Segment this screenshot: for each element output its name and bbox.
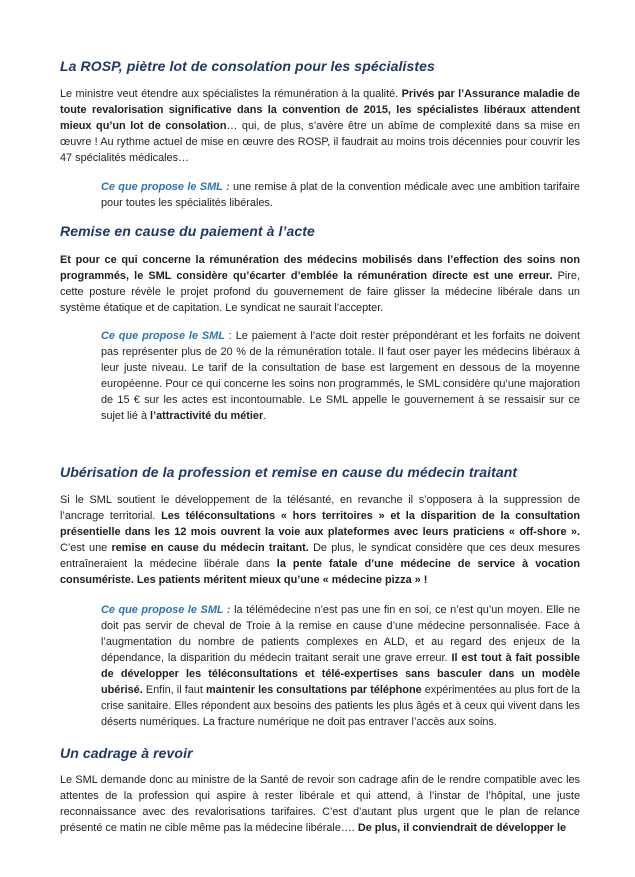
bold-text: l’attractivité du métier (150, 410, 264, 422)
proposal-rosp (101, 179, 580, 211)
text: Enfin, il faut (145, 684, 203, 696)
bold-text: maintenir les consultations par téléphone (205, 684, 422, 696)
text: Le ministre veut étendre aux spécialistes la rémunération à la qualité. (60, 88, 399, 100)
section-title-rosp: La ROSP, piètre lot de consolation pour les spécialistes (60, 58, 435, 74)
text: C’est une (60, 542, 108, 554)
section-title-uberisation: Ubérisation de la profession et remise en cause du médecin traitant (60, 464, 518, 480)
bold-text: Il est tout à fait possible de développer les téléconsultations et télé-expertises sans basculer dans un modèle ubérisé. (101, 652, 580, 696)
bold-text: De plus, il conviendrait de développer le (357, 822, 567, 834)
proposal-lead: Ce que propose le SML (101, 330, 225, 342)
bold-text: Privés par l’Assurance maladie de toute revalorisation significative dans la convention de 2015, les spécialistes libéraux attendent mieux qu’un lot de consolation (60, 88, 580, 132)
bold-text: Et pour ce qui concerne la rémunération des médecins mobilisés dans l’effection des soins non programmés, le SML considère qu’écarter d’emblée la rémunération directe est une erreur. (60, 254, 580, 282)
text: Pire, cette posture révèle le projet profond du gouvernement de faire glisser la médecine libérale dans un système étatique et de capitation. Le syndicat ne saurait l’accepter. (60, 270, 580, 314)
bold-text: remise en cause du médecin traitant. (111, 542, 309, 554)
text: De plus, le syndicat considère que ces deux mesures entraîneraient la médecine libérale dans (60, 542, 581, 570)
paragraph-rosp (60, 86, 580, 166)
text: expérimentées au plus fort de la crise sanitaire. Elles répondent aux besoins des patients les plus âgés et à ceux qui vivent dans les déserts numériques. La fracture numérique ne doit pas entraver l’accès aux soins. (101, 684, 581, 728)
proposal-uberisation (101, 602, 580, 730)
paragraph-paiement (60, 252, 580, 316)
text: Le SML demande donc au ministre de la Santé de revoir son cadrage afin de le rendre compatible avec les attentes de la profession qui aspire à rester libérale et qui attend, à l’instar de l’hôpital, une juste reconnaissance avec des revalorisations tarifaires. C’est d’autant plus urgent que le plan de relance présenté ce matin ne cible même pas la médecine libérale…. (60, 774, 580, 834)
text: la télémédecine n’est pas une fin en soi, ce n’est qu’un moyen. Elle ne doit pas servir de cheval de Troie à la remise en cause d’une médecine personnalisée. Face à l’augmentation du nombre de patients complexes en ALD, et au regard des enjeux de la dépendance, la disparition du médecin traitant serait une grave erreur. (101, 604, 581, 664)
section-title-paiement: Remise en cause du paiement à l’acte (60, 223, 315, 239)
text: une remise à plat de la convention médicale avec une ambition tarifaire pour toutes les spécialités libérales. (101, 181, 580, 209)
bold-text: Les téléconsultations « hors territoires » et la disparition de la consultation présentielle dans les 12 mois ouvrent la voie aux plateformes avec leurs praticiens « off-shore ». (60, 510, 581, 538)
paragraph-uberisation (60, 492, 580, 588)
proposal-lead: Ce que propose le SML : (101, 604, 231, 616)
proposal-lead: Ce que propose le SML : (101, 181, 230, 193)
text: . (263, 410, 267, 422)
text: : Le paiement à l’acte doit rester prépondérant et les forfaits ne doivent pas représenter plus de 20 % de la rémunération totale. Il faut oser payer les médecins libéraux à leur juste niveau. Le tarif de la consultation de base est largement en dessous de la moyenne européenne. Pour ce qui concerne les soins non programmés, le SML considère qu’une majoration de 15 € sur les actes est incontournable. Le SML appelle le gouvernement à se ressaisir sur ce sujet lié à (101, 330, 581, 422)
bold-text: la pente fatale d’une médecine de service à vocation consumériste. Les patients méritent mieux qu’une « médecine pizza » ! (60, 558, 580, 586)
text: … qui, de plus, s’avère être un abîme de complexité dans sa mise en œuvre ! Au rythme actuel de mise en œuvre des ROSP, il faudrait au moins trois décennies pour couvrir les 47 spécialités médicales… (60, 120, 580, 164)
section-title-cadrage: Un cadrage à revoir (60, 745, 193, 761)
text: Si le SML soutient le développement de la télésanté, en revanche il s’opposera à la suppression de l’ancrage territorial. (60, 494, 580, 522)
paragraph-cadrage (60, 772, 580, 836)
proposal-paiement (101, 328, 580, 424)
